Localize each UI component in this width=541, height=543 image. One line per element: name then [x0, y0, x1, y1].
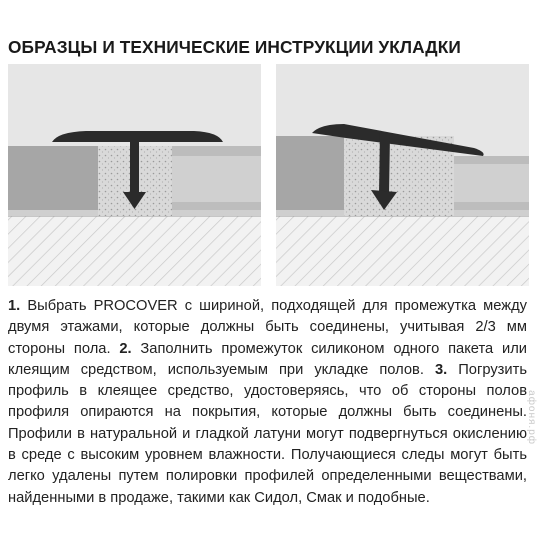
installation-diagram-level [8, 64, 261, 286]
floor-tile-right [454, 156, 529, 164]
step-2-number: 2. [119, 340, 132, 357]
floor-tile-left [8, 146, 98, 210]
watermark: афоня.рф [526, 390, 537, 445]
installation-instructions [8, 296, 527, 509]
step-1-text: Выбрать PROCOVER с шириной, подходящей для промежутка между двумя этажами, которые должны быть соединены, учитывая 2/3 мм стороны пола. [8, 298, 527, 357]
step-1-number: 1. [8, 298, 21, 314]
page-title: ОБРАЗЦЫ И ТЕХНИЧЕСКИЕ ИНСТРУКЦИИ УКЛАДКИ [8, 37, 461, 57]
floor-tile-right [172, 146, 261, 156]
installation-diagram-uneven [276, 64, 529, 286]
step-3-number: 3. [434, 361, 448, 378]
step-2-text: Заполнить промежуток силиконом одного пакета или клеящим средством, используемым при укладке полов. [8, 340, 528, 378]
step-3-text: Погрузить профиль в клеящее средство, удостоверяясь, что об стороны полов профиля опираются на покрытия, которые должны быть соединены. Профили в натуральной и гладкой латуни могут подвергнуться окислению в среде с высоким уровнем влажности. Получающиеся следы могут быть легко удалены путем полировки профилей определенными веществами, найденными в продаже, такими как Сидол, Смак и подобные. [8, 361, 527, 506]
floor-tile-left [276, 136, 344, 210]
subfloor [276, 216, 529, 286]
subfloor [8, 216, 261, 286]
